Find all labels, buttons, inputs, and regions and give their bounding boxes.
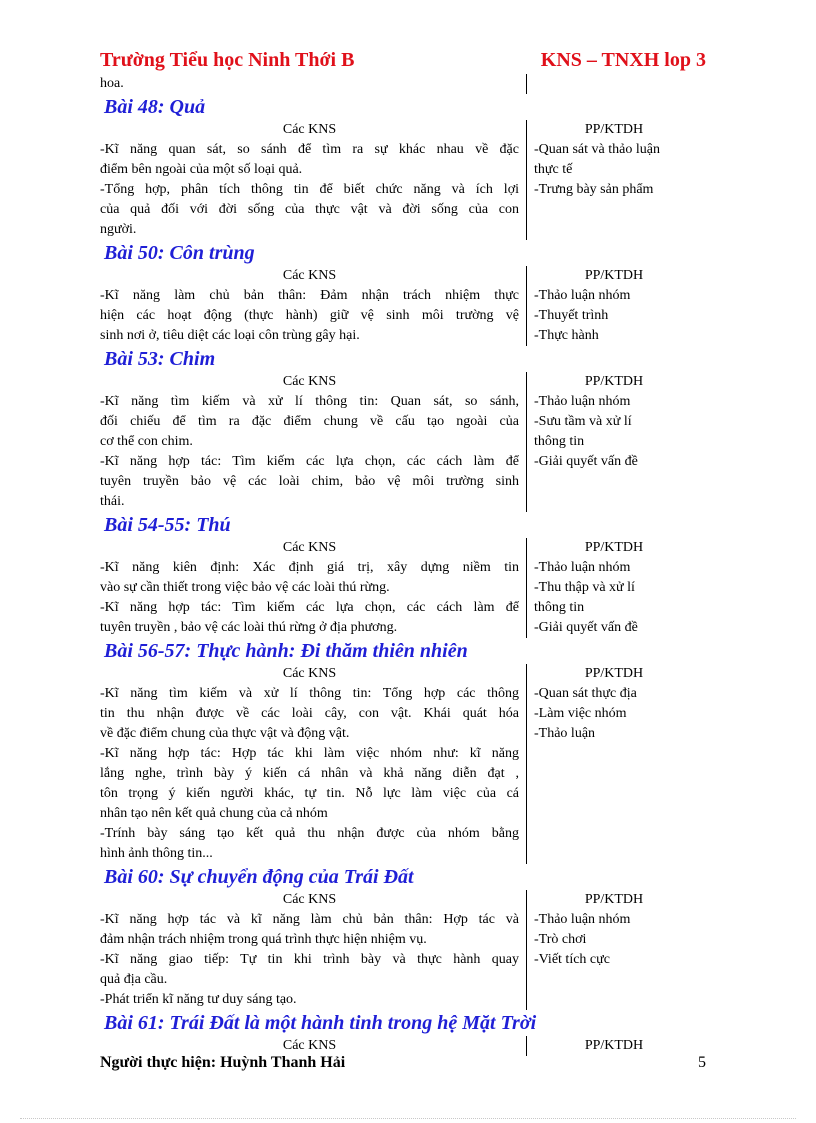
kns-line: -Kĩ năng quan sát, so sánh để tìm ra sự khác nhau về đặc [100,142,519,157]
kns-line: lắng nghe, trình bày ý kiến cá nhân và khả năng diễn đạt , [100,766,519,781]
kns-line: -Trính bày sáng tạo kết quả thu nhận được của nhóm bằng [100,826,519,841]
lesson-table [100,1036,700,1056]
kns-column [100,890,527,1010]
kns-line: đảm nhận trách nhiệm trong quá trình thực hiện nhiệm vụ. [100,932,427,947]
pp-column [527,538,694,638]
pp-column-header: PP/KTDH [584,892,644,907]
lesson-table [100,538,700,638]
kns-line: -Kĩ năng làm chủ bản thân: Đảm nhận trách nhiệm thực [100,288,519,303]
continuation-text: hoa. [100,76,124,91]
kns-line: -Kĩ năng hợp tác: Tìm kiếm các lựa chọn, các cách làm để [100,600,519,615]
pp-column [527,372,694,512]
pp-column-header: PP/KTDH [584,666,644,681]
lesson-table [100,664,700,864]
kns-line: nhân tạo nên kết quả chung của cả nhóm [100,806,328,821]
kns-column [100,538,527,638]
lesson-table [100,372,700,512]
pp-column-header: PP/KTDH [584,1038,644,1053]
pp-line: -Thảo luận nhóm [534,912,631,927]
kns-line: -Kĩ năng tìm kiếm và xử lí thông tin: Tổng hợp các thông [100,686,519,701]
lesson-section [100,864,700,1010]
pp-line: thông tin [534,600,585,615]
pp-line: -Sưu tầm và xử lí [534,414,632,429]
kns-line: -Kĩ năng hợp tác: Hợp tác khi làm việc nhóm như: kĩ năng [100,746,519,761]
kns-column [100,266,527,346]
lesson-section [100,512,700,638]
school-name: Trường Tiểu học Ninh Thới B [100,49,355,71]
pp-line: -Thuyết trình [534,308,609,323]
kns-line: -Tổng hợp, phân tích thông tin để biết chức năng và ích lợi [100,182,519,197]
kns-line: điểm bên ngoài của một số loại quả. [100,162,303,177]
pp-column-header: PP/KTDH [584,374,644,389]
page-number: 5 [698,1054,706,1071]
lesson-section [100,240,700,346]
kns-line: quả địa cầu. [100,972,168,987]
kns-line: cơ thể con chim. [100,434,193,449]
lesson-title: Bài 48: Quả [104,96,206,118]
pp-column [527,266,694,346]
kns-column-header: Các KNS [282,122,337,137]
pp-line: -Giải quyết vấn đề [534,454,638,469]
subject-title: KNS – TNXH lop 3 [540,49,706,71]
kns-line: hiện các hoạt động (thực hành) giữ vệ sinh môi trường vệ [100,308,519,323]
lesson-title: Bài 60: Sự chuyển động của Trái Đất [104,866,414,888]
kns-line: tin thu nhận được về các loài cây, con vật. Khái quát hóa [100,706,519,721]
pp-column [527,890,694,1010]
kns-column [100,1036,527,1056]
pp-line: -Thực hành [534,328,599,343]
kns-line: hình ảnh thông tin... [100,846,213,861]
page-header [100,49,706,73]
lesson-title: Bài 53: Chim [104,348,216,370]
kns-line: tôn trọng ý kiến người khác, tự tin. Nỗ lực làm việc của cá [100,786,519,801]
author-name: Huỳnh Thanh Hải [220,1054,346,1071]
lesson-table [100,120,700,240]
kns-line: đối chiếu để tìm ra đặc điểm chung về cấu tạo ngoài của [100,414,519,429]
pp-column-header: PP/KTDH [584,122,644,137]
pp-line: -Thảo luận nhóm [534,394,631,409]
lesson-section [100,1010,700,1056]
kns-line: tuyên truyền bảo vệ các loài chim, bảo vệ môi trường sinh [100,474,519,489]
pp-column-header: PP/KTDH [584,540,644,555]
lesson-section [100,638,700,864]
lesson-title: Bài 54-55: Thú [104,514,231,536]
pp-line: -Quan sát thực địa [534,686,637,701]
kns-line: -Kĩ năng kiên định: Xác định giá trị, xây dựng niềm tin [100,560,519,575]
kns-line: sinh nơi ở, tiêu diệt các loại côn trùng gây hại. [100,328,360,343]
author [100,1054,345,1072]
column-divider [526,74,527,94]
pp-column [527,120,694,240]
kns-line: vào sự cần thiết trong việc bảo vệ các loài thú rừng. [100,580,390,595]
pp-line: -Quan sát và thảo luận [534,142,660,157]
lesson-title: Bài 56-57: Thực hành: Đi thăm thiên nhiên [104,640,468,662]
lesson-section [100,94,700,240]
continuation-line [100,74,700,94]
lesson-table [100,890,700,1010]
kns-column [100,372,527,512]
lesson-title: Bài 50: Côn trùng [104,242,255,264]
page-bottom-border [20,1118,796,1119]
kns-column-header: Các KNS [282,540,337,555]
kns-line: của quả đối với đời sống của thực vật và đời sống của con [100,202,519,217]
kns-column-header: Các KNS [282,268,337,283]
pp-line: -Thảo luận nhóm [534,288,631,303]
pp-column-header: PP/KTDH [584,268,644,283]
pp-line: -Thảo luận nhóm [534,560,631,575]
pp-line: thông tin [534,434,585,449]
kns-column-header: Các KNS [282,666,337,681]
kns-column [100,120,527,240]
pp-line: -Giải quyết vấn đề [534,620,638,635]
document-body [100,74,700,1056]
kns-column-header: Các KNS [282,1038,337,1053]
page-footer [100,1054,706,1078]
kns-line: người. [100,222,137,237]
pp-line: thực tế [534,162,573,177]
lesson-title: Bài 61: Trái Đất là một hành tinh trong hệ Mặt Trời [104,1012,537,1034]
kns-line: thái. [100,494,125,509]
pp-column [527,1036,694,1056]
pp-column [527,664,694,864]
kns-line: -Kĩ năng hợp tác và kĩ năng làm chủ bản thân: Hợp tác và [100,912,519,927]
kns-line: về đặc điểm chung của thực vật và động vật. [100,726,350,741]
kns-column [100,664,527,864]
pp-line: -Thảo luận [534,726,596,741]
kns-line: -Kĩ năng tìm kiếm và xử lí thông tin: Quan sát, so sánh, [100,394,519,409]
pp-line: -Trưng bày sản phẩm [534,182,654,197]
kns-column-header: Các KNS [282,374,337,389]
kns-line: -Kĩ năng hợp tác: Tìm kiếm các lựa chọn, các cách làm để [100,454,519,469]
lesson-table [100,266,700,346]
kns-line: -Kĩ năng giao tiếp: Tự tin khi trình bày và thực hành quay [100,952,519,967]
pp-line: -Viết tích cực [534,952,610,967]
kns-line: tuyên truyền , bảo vệ các loài thú rừng ở địa phương. [100,620,398,635]
pp-line: -Làm việc nhóm [534,706,627,721]
author-label: Người thực hiện: [100,1054,217,1071]
kns-line: -Phát triển kĩ năng tư duy sáng tạo. [100,992,297,1007]
kns-column-header: Các KNS [282,892,337,907]
pp-line: -Thu thập và xử lí [534,580,635,595]
pp-line: -Trò chơi [534,932,587,947]
lesson-section [100,346,700,512]
